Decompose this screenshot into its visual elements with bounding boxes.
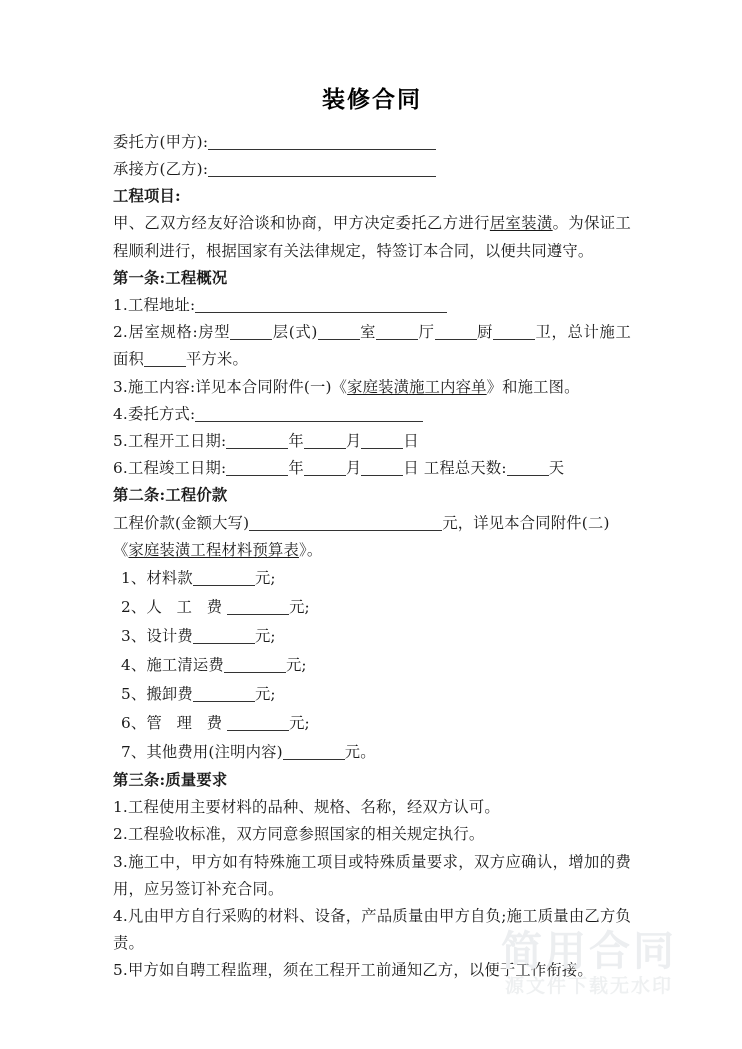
price-amount-label: 工程价款(金额大写) — [113, 513, 250, 532]
page-title: 装修合同 — [322, 86, 422, 113]
kitchen-count-blank[interactable] — [493, 324, 535, 340]
budget-ref-open: 《 — [113, 540, 129, 559]
fee-number: 4、 — [121, 656, 147, 674]
fee-amount-blank[interactable] — [193, 570, 255, 586]
fee-amount-blank[interactable] — [224, 657, 286, 673]
article1-item5 — [113, 428, 631, 455]
end-date-label: 6.工程竣工日期: — [113, 459, 227, 478]
end-date-month-unit: 月 — [345, 459, 362, 478]
price-amount-blank[interactable] — [249, 515, 442, 531]
fee-number: 7、 — [121, 743, 147, 761]
fee-unit: 元; — [254, 569, 276, 587]
fee-name: 施工清运费 — [146, 656, 224, 674]
construction-content-after: 》和施工图。 — [486, 377, 580, 396]
commission-method-blank[interactable] — [195, 406, 423, 422]
article3-item: 1.工程使用主要材料的品种、规格、名称，经双方认可。 — [113, 798, 500, 817]
fee-row — [113, 622, 631, 651]
fee-row — [113, 564, 631, 593]
fee-row — [113, 680, 631, 709]
article3-item: 5.甲方如自聘工程监理，须在工程开工前通知乙方，以便于工作衔接。 — [113, 961, 593, 980]
party-a-blank[interactable] — [208, 134, 436, 150]
article2-budget-ref — [113, 537, 631, 564]
fee-amount-blank[interactable] — [227, 599, 289, 615]
article1-item6 — [113, 455, 631, 482]
room-spec-t2: 室 — [359, 323, 377, 342]
budget-ref-close: 》。 — [298, 540, 323, 559]
total-area-blank[interactable] — [144, 351, 186, 367]
fee-number: 6、 — [121, 714, 147, 732]
fee-unit: 元; — [254, 627, 276, 645]
fee-number: 3、 — [121, 627, 147, 645]
room-spec-t3: 厅 — [418, 323, 435, 342]
start-date-label: 5.工程开工日期: — [113, 431, 227, 450]
total-days-blank[interactable] — [507, 460, 549, 476]
total-days-label: 工程总天数: — [423, 459, 507, 478]
living-room-count-blank[interactable] — [435, 324, 477, 340]
fee-name: 材料款 — [146, 569, 193, 587]
start-day-blank[interactable] — [361, 433, 403, 449]
article3-item: 2.工程验收标准，双方同意参照国家的相关规定执行。 — [113, 825, 485, 844]
fee-amount-blank[interactable] — [227, 715, 289, 731]
fee-name: 设计费 — [146, 627, 193, 645]
fee-unit: 元。 — [344, 743, 376, 761]
end-year-blank[interactable] — [226, 460, 288, 476]
end-month-blank[interactable] — [304, 460, 346, 476]
fee-name: 人 工 费 — [146, 598, 228, 616]
end-day-blank[interactable] — [361, 460, 403, 476]
room-spec-t1: 层(式) — [272, 323, 318, 342]
bedroom-count-blank[interactable] — [376, 324, 418, 340]
article3-item: 3.施工中，甲方如有特殊施工项目或特殊质量要求，双方应确认，增加的费用，应另签订补充合同。 — [113, 852, 631, 898]
article2-price-line — [113, 510, 631, 537]
start-date-day-unit: 日 — [403, 431, 419, 450]
article1-item4 — [113, 401, 631, 428]
start-date-month-unit: 月 — [345, 431, 362, 450]
start-date-year-unit: 年 — [288, 431, 304, 450]
fee-row — [113, 709, 631, 738]
fee-row — [113, 738, 631, 767]
article1-item3 — [113, 374, 631, 401]
party-b-blank[interactable] — [208, 161, 436, 177]
preamble-underlined-term: 居室装潢 — [489, 214, 553, 233]
budget-ref-attachment-name: 家庭装潢工程材料预算表 — [128, 540, 299, 559]
total-days-unit: 天 — [548, 459, 565, 478]
fee-name: 搬卸费 — [146, 685, 193, 703]
article1-item2 — [113, 319, 631, 373]
room-spec-t4: 厨 — [476, 323, 494, 342]
end-date-year-unit: 年 — [288, 459, 304, 478]
preamble-paragraph — [113, 210, 631, 264]
fee-amount-blank[interactable] — [193, 686, 255, 702]
article2-heading: 第二条:工程价款 — [113, 486, 228, 505]
fee-unit: 元; — [254, 685, 276, 703]
fee-name: 管 理 费 — [146, 714, 228, 732]
construction-content-before: 3.施工内容:详见本合同附件(一)《 — [113, 377, 348, 396]
article1-heading: 第一条:工程概况 — [113, 268, 228, 287]
title-spacer — [113, 115, 631, 129]
fee-number: 1、 — [121, 569, 147, 587]
start-month-blank[interactable] — [304, 433, 346, 449]
fee-number: 2、 — [121, 598, 147, 616]
preamble-after: 。为保证工程顺利进行，根据国家有关法律规定，特签订本合同，以便共同遵守。 — [113, 214, 631, 260]
fee-amount-blank[interactable] — [283, 744, 345, 760]
project-address-label: 1.工程地址: — [113, 295, 196, 314]
commission-method-label: 4.委托方式: — [113, 404, 196, 423]
party-b-row — [113, 156, 631, 183]
preamble-before: 甲、乙双方经友好洽谈和协商，甲方决定委托乙方进行 — [113, 214, 490, 233]
fee-number: 5、 — [121, 685, 147, 703]
floor-blank[interactable] — [318, 324, 360, 340]
room-spec-t6: 平方米。 — [186, 350, 248, 369]
project-address-blank[interactable] — [195, 297, 447, 313]
construction-content-attachment-name: 家庭装潢施工内容单 — [347, 377, 487, 396]
end-date-day-unit: 日 — [403, 459, 419, 478]
document-body — [113, 0, 631, 985]
party-a-label: 委托方(甲方): — [113, 132, 209, 151]
room-spec-prefix: 2.居室规格:房型 — [113, 323, 231, 342]
fee-name: 其他费用(注明内容) — [146, 743, 283, 761]
watermark-tagline: 源文件下载无水印 — [504, 975, 673, 998]
room-type-blank[interactable] — [230, 324, 272, 340]
room-spec-t5: 卫，总计施工面积 — [113, 323, 631, 369]
project-heading: 工程项目: — [113, 187, 181, 206]
party-b-label: 承接方(乙方): — [113, 159, 209, 178]
article3-heading: 第三条:质量要求 — [113, 771, 228, 789]
fee-amount-blank[interactable] — [193, 628, 255, 644]
article1-item1 — [113, 292, 631, 319]
start-year-blank[interactable] — [226, 433, 288, 449]
price-amount-suffix: 元，详见本合同附件(二) — [442, 513, 610, 532]
fee-row — [113, 651, 631, 680]
fee-row — [113, 593, 631, 622]
party-a-row — [113, 129, 631, 156]
watermark-brand: 简用合同 — [501, 927, 677, 976]
fee-unit: 元; — [289, 714, 310, 732]
fee-unit: 元; — [289, 598, 310, 616]
fee-unit: 元; — [285, 656, 307, 674]
article3-item: 4.凡由甲方自行采购的材料、设备，产品质量由甲方自负;施工质量由乙方负责。 — [113, 907, 631, 953]
